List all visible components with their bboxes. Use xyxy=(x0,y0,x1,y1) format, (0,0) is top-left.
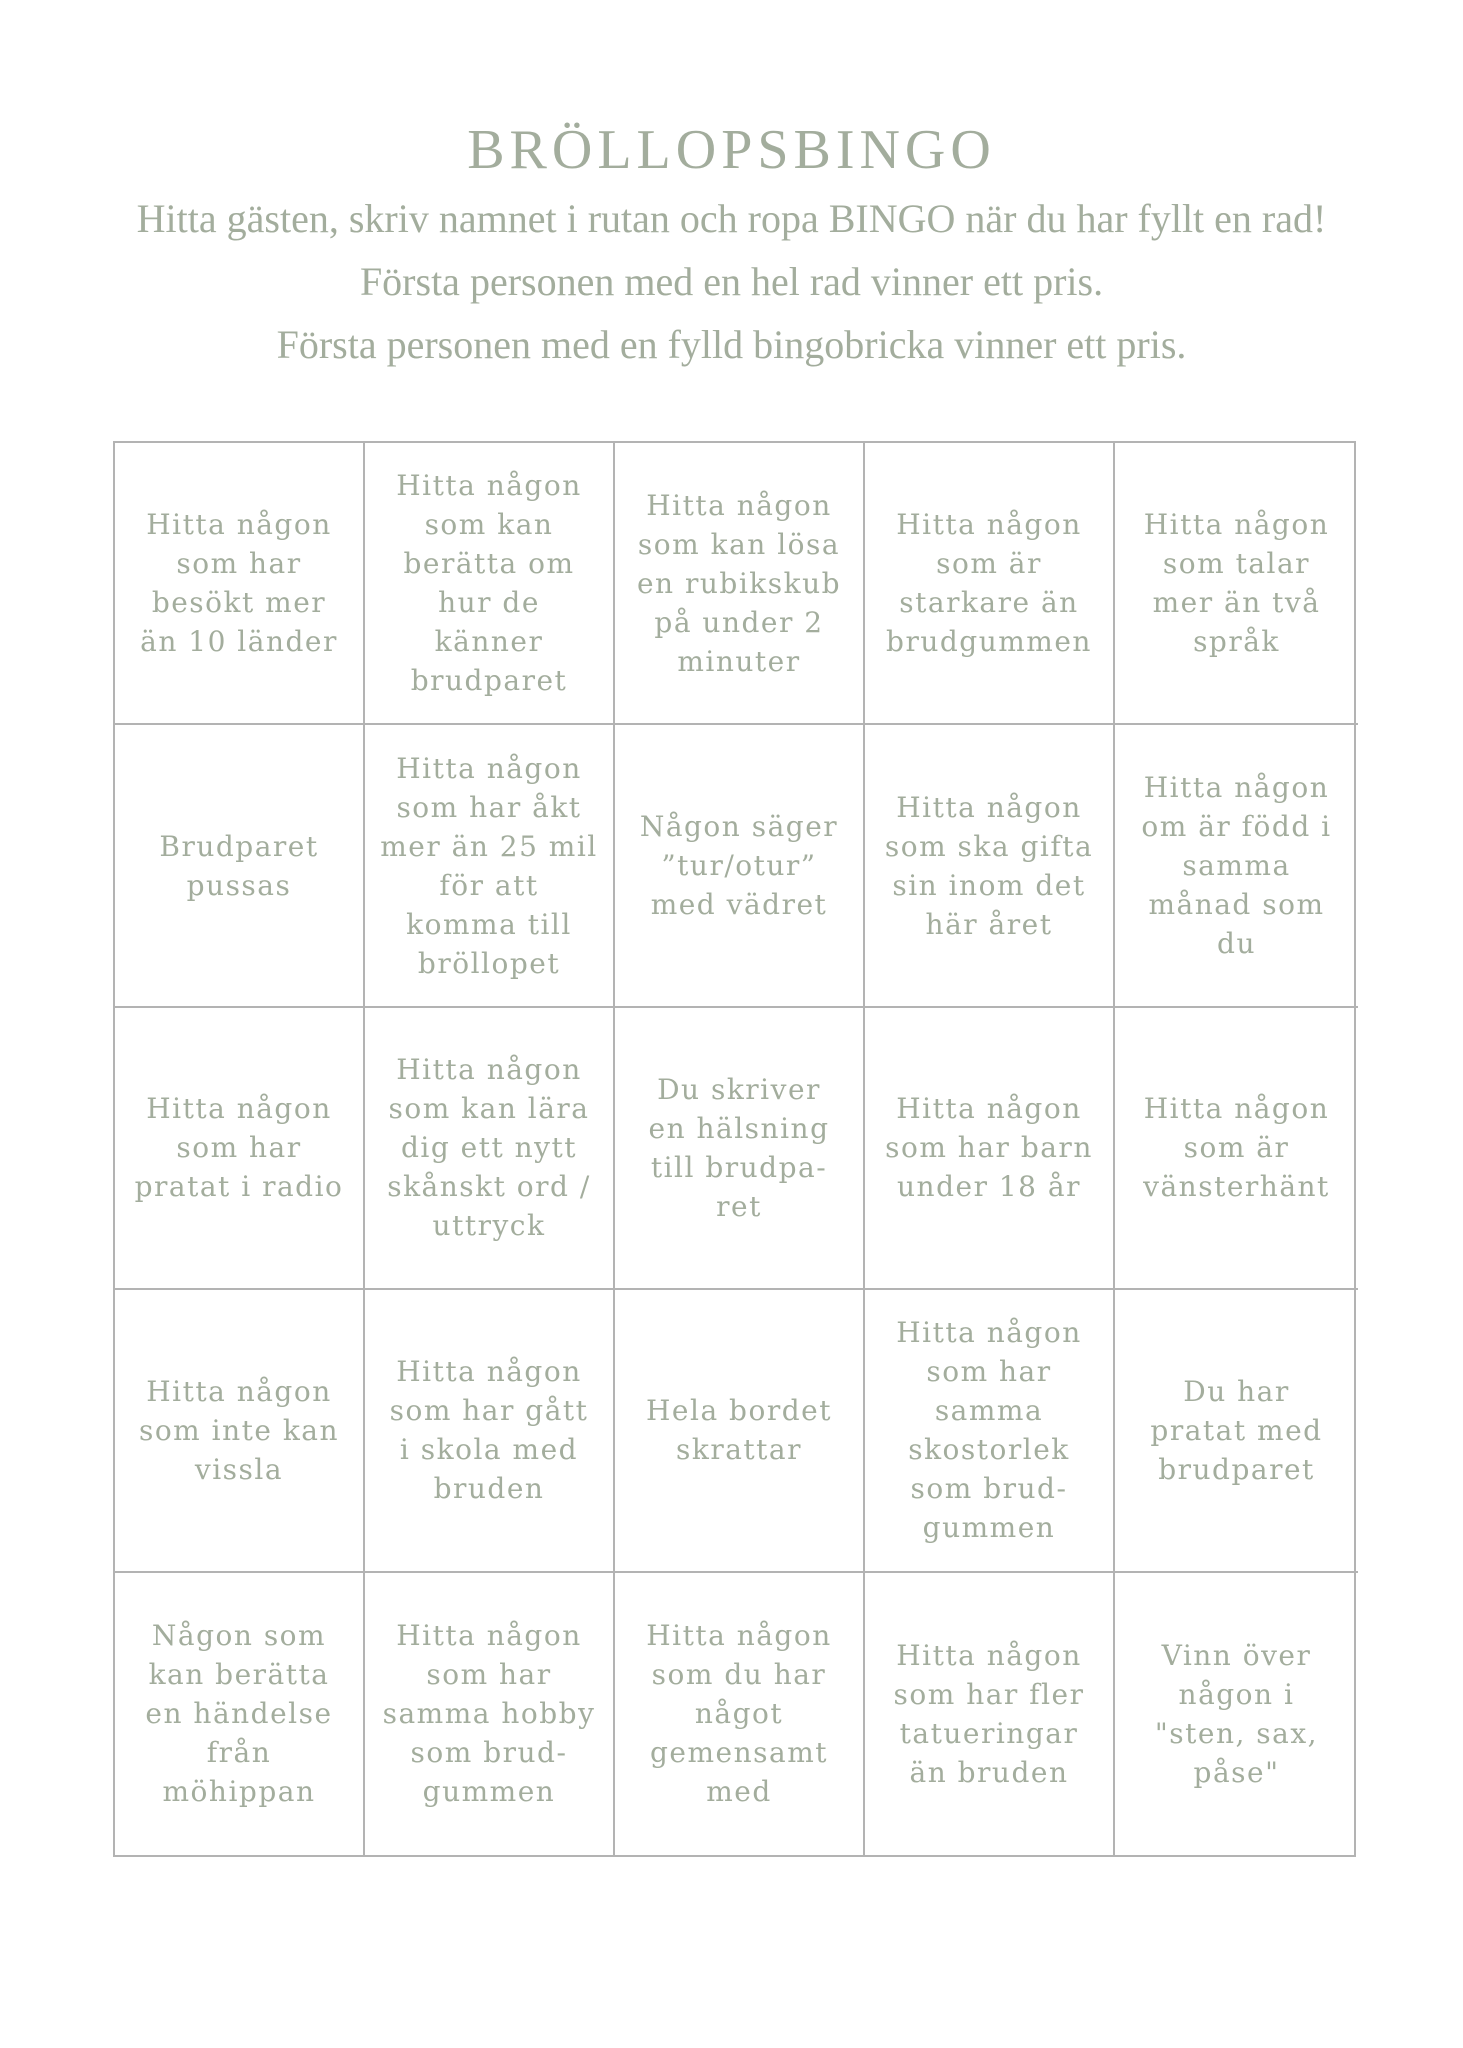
bingo-cell-r2-c2[interactable] xyxy=(365,725,615,1007)
bingo-cell-r2-c4[interactable] xyxy=(865,725,1115,1007)
bingo-cell-text: Hitta någon som har pratat i radio xyxy=(134,1092,344,1204)
bingo-cell-r3-c2[interactable] xyxy=(365,1008,615,1290)
bingo-cell-r4-c3[interactable] xyxy=(615,1290,865,1572)
bingo-cell-text: Hela bordet skrattar xyxy=(646,1394,832,1467)
bingo-cell-text: Någon säger ”tur/otur” med vädret xyxy=(639,810,839,922)
bingo-cell-text: Hitta någon som har åkt mer än 25 mil för att komma till bröllopet xyxy=(380,751,598,980)
bingo-cell-text: Hitta någon som har samma skostorlek som brud- gummen xyxy=(896,1316,1082,1545)
bingo-cell-r4-c5[interactable] xyxy=(1115,1290,1358,1572)
bingo-cell-text: Hitta någon som talar mer än två språk xyxy=(1143,508,1330,659)
bingo-cell-text: Hitta någon som har barn under 18 år xyxy=(885,1092,1093,1204)
bingo-cell-text: Hitta någon som ska gifta sin inom det här året xyxy=(884,790,1094,941)
bingo-cell-text: Hitta någon som är vänsterhänt xyxy=(1143,1092,1330,1204)
bingo-cell-r4-c4[interactable] xyxy=(865,1290,1115,1572)
bingo-cell-r4-c2[interactable] xyxy=(365,1290,615,1572)
bingo-cell-r1-c3[interactable] xyxy=(615,443,865,725)
bingo-cell-text: Hitta någon som kan lära dig ett nytt skånskt ord / uttryck xyxy=(387,1053,591,1243)
bingo-cell-text: Brudparet pussas xyxy=(159,829,319,902)
bingo-cell-text: Du skriver en hälsning till brudpa- ret xyxy=(648,1072,830,1223)
bingo-cell-text: Vinn över någon i "sten, sax, påse" xyxy=(1154,1638,1319,1789)
bingo-cell-r1-c4[interactable] xyxy=(865,443,1115,725)
instructions-line-1: Hitta gästen, skriv namnet i rutan och ropa BINGO när du har fyllt en rad! xyxy=(136,196,1327,241)
bingo-cell-text: Någon som kan berätta en händelse från möhippan xyxy=(145,1619,333,1809)
bingo-cell-text: Hitta någon om är född i samma månad som du xyxy=(1141,771,1332,961)
bingo-cell-r5-c3[interactable] xyxy=(615,1573,865,1855)
bingo-cell-r3-c3[interactable] xyxy=(615,1008,865,1290)
bingo-cell-text: Hitta någon som har besökt mer än 10 länder xyxy=(140,508,338,659)
bingo-cell-text: Hitta någon som har gått i skola med bruden xyxy=(389,1355,589,1506)
bingo-cell-r3-c4[interactable] xyxy=(865,1008,1115,1290)
bingo-cell-r1-c5[interactable] xyxy=(1115,443,1358,725)
bingo-cell-text: Du har pratat med brudparet xyxy=(1150,1374,1323,1486)
bingo-cell-r1-c1[interactable] xyxy=(115,443,365,725)
bingo-cell-text: Hitta någon som kan lösa en rubikskub på under 2 minuter xyxy=(636,488,842,678)
bingo-cell-text: Hitta någon som är starkare än brudgummen xyxy=(886,508,1092,659)
bingo-cell-r3-c1[interactable] xyxy=(115,1008,365,1290)
bingo-cell-text: Hitta någon som har fler tatueringar än bruden xyxy=(893,1638,1085,1789)
bingo-cell-r3-c5[interactable] xyxy=(1115,1008,1358,1290)
bingo-cell-r5-c1[interactable] xyxy=(115,1573,365,1855)
page-title: BRÖLLOPSBINGO xyxy=(467,119,996,181)
bingo-cell-r5-c5[interactable] xyxy=(1115,1573,1358,1855)
bingo-cell-r5-c4[interactable] xyxy=(865,1573,1115,1855)
bingo-card-grid xyxy=(113,441,1356,1857)
instructions-line-2: Första personen med en hel rad vinner ett pris. xyxy=(359,259,1104,304)
bingo-cell-r2-c1[interactable] xyxy=(115,725,365,1007)
bingo-cell-r5-c2[interactable] xyxy=(365,1573,615,1855)
instructions-line-3: Första personen med en fylld bingobricka vinner ett pris. xyxy=(276,322,1187,367)
bingo-cell-r1-c2[interactable] xyxy=(365,443,615,725)
bingo-cell-r2-c5[interactable] xyxy=(1115,725,1358,1007)
bingo-cell-r4-c1[interactable] xyxy=(115,1290,365,1572)
bingo-cell-text: Hitta någon som inte kan vissla xyxy=(138,1374,340,1486)
bingo-cell-text: Hitta någon som kan berätta om hur de känner brudparet xyxy=(396,469,582,698)
bingo-cell-text: Hitta någon som du har något gemensamt med xyxy=(646,1619,832,1809)
bingo-cell-text: Hitta någon som har samma hobby som brud- gummen xyxy=(382,1619,596,1809)
bingo-cell-r2-c3[interactable] xyxy=(615,725,865,1007)
